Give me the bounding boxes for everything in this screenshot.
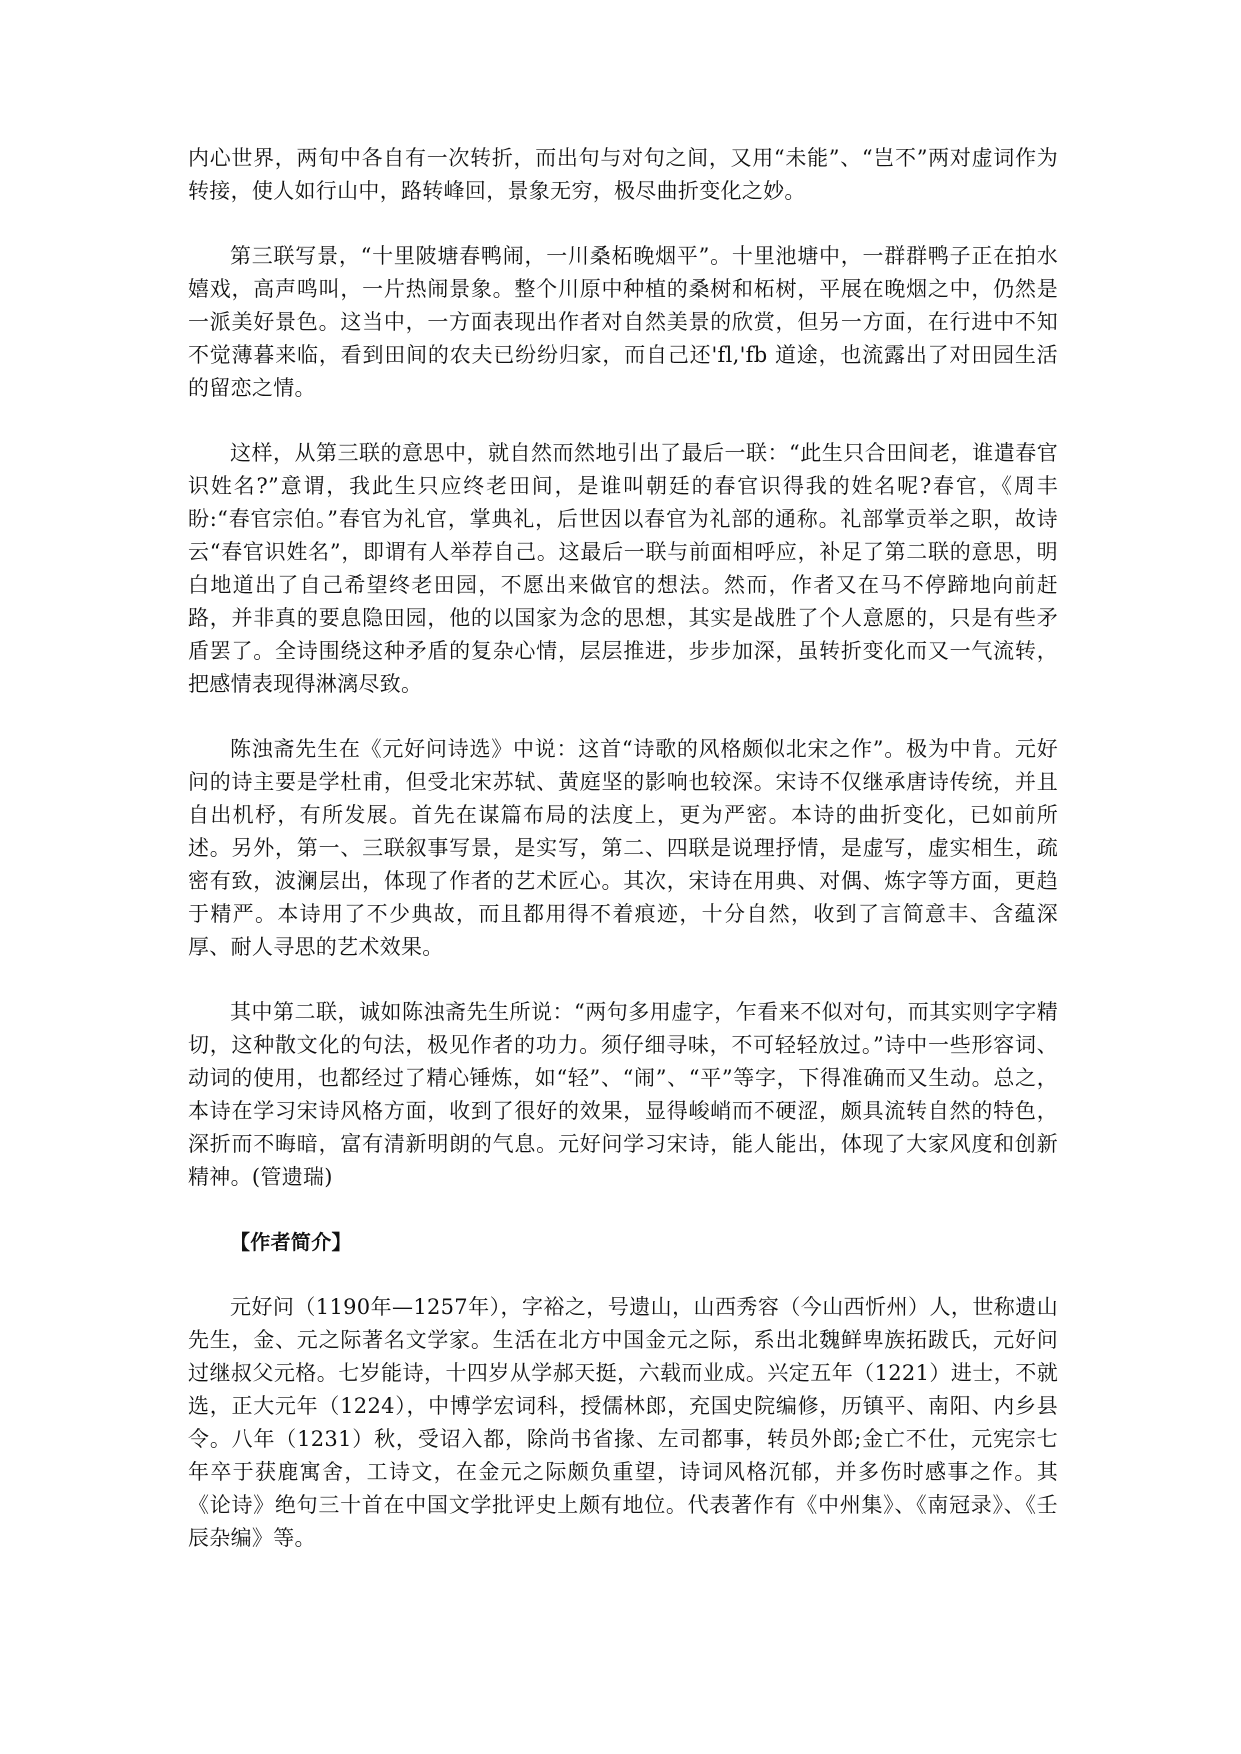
paragraph-continuation: 内心世界，两旬中各自有一次转折，而出句与对句之间，又用“未能”、“岂不”两对虚词作为转接，使人如行山中，路转峰回，景象无穷，极尽曲折变化之妙。 (188, 146, 1058, 203)
section-heading-author: 【作者简介】 (230, 1230, 352, 1254)
paragraph-song-style: 陈浊斋先生在《元好问诗选》中说：这首“诗歌的风格颇似北宋之作”。极为中肯。元好问的诗主要是学杜甫，但受北宋苏轼、黄庭坚的影响也较深。宋诗不仅继承唐诗传统，并且自出机杼，有所发展。首先在谋篇布局的法度上，更为严密。本诗的曲折变化，已如前所述。另外，第一、三联叙事写景，是实写，第二、四联是说理抒情，是虚写，虚实相生，疏密有致，波澜层出，体现了作者的艺术匠心。其次，宋诗在用典、对偶、炼字等方面，更趋于精严。本诗用了不少典故，而且都用得不着痕迹，十分自然，收到了言简意丰、含蕴深厚、耐人寻思的艺术效果。 (188, 737, 1058, 959)
document-page (188, 142, 1058, 1555)
paragraph-author-bio: 元好问（1190年—1257年），字裕之，号遗山，山西秀容（今山西忻州）人，世称遗山先生，金、元之际著名文学家。生活在北方中国金元之际，系出北魏鲜卑族拓跋氏，元好问过继叔父元格。七岁能诗，十四岁从学郝天挺，六载而业成。兴定五年（1221）进士，不就选，正大元年（1224），中博学宏词科，授儒林郎，充国史院编修，历镇平、南阳、内乡县令。八年（1231）秋，受诏入都，除尚书省掾、左司都事，转员外郎;金亡不仕，元宪宗七年卒于获鹿寓舍，工诗文，在金元之际颇负重望，诗词风格沉郁，并多伤时感事之作。其《论诗》绝句三十首在中国文学批评史上颇有地位。代表著作有《中州集》、《南冠录》、《壬辰杂编》等。 (188, 1295, 1058, 1550)
paragraph-third-couplet: 第三联写景，“十里陂塘春鸭闹，一川桑柘晚烟平”。十里池塘中，一群群鸭子正在拍水嬉戏，高声鸣叫，一片热闹景象。整个川原中种植的桑树和柘树，平展在晚烟之中，仍然是一派美好景色。这当中，一方面表现出作者对自然美景的欣赏，但另一方面，在行进中不知不觉薄暮来临，看到田间的农夫已纷纷归家，而自己还'fl,'fb 道途，也流露出了对田园生活的留恋之情。 (188, 244, 1058, 400)
paragraph-final-couplet: 这样，从第三联的意思中，就自然而然地引出了最后一联：“此生只合田间老，谁遣春官识姓名?”意谓，我此生只应终老田间，是谁叫朝廷的春官识得我的姓名呢?春官，《周丰盼:“春官宗伯。”春官为礼官，掌典礼，后世因以春官为礼部的通称。礼部掌贡举之职，故诗云“春官识姓名”，即谓有人举荐自己。这最后一联与前面相呼应，补足了第二联的意思，明白地道出了自己希望终老田园，不愿出来做官的想法。然而，作者又在马不停蹄地向前赶路，并非真的要息隐田园，他的以国家为念的思想，其实是战胜了个人意愿的，只是有些矛盾罢了。全诗围绕这种矛盾的复杂心情，层层推进，步步加深，虽转折变化而又一气流转，把感情表现得淋漓尽致。 (188, 441, 1058, 696)
paragraph-second-couplet: 其中第二联，诚如陈浊斋先生所说：“两句多用虚字，乍看来不似对句，而其实则字字精切，这种散文化的句法，极见作者的功力。须仔细寻味，不可轻轻放过。”诗中一些形容词、动词的使用，也都经过了精心锤炼，如“轻”、“闹”、“平”等字，下得准确而又生动。总之，本诗在学习宋诗风格方面，收到了很好的效果，显得峻峭而不硬涩，颇具流转自然的特色，深折而不晦暗，富有清新明朗的气息。元好问学习宋诗，能人能出，体现了大家风度和创新精神。(管遗瑞) (188, 1000, 1058, 1189)
